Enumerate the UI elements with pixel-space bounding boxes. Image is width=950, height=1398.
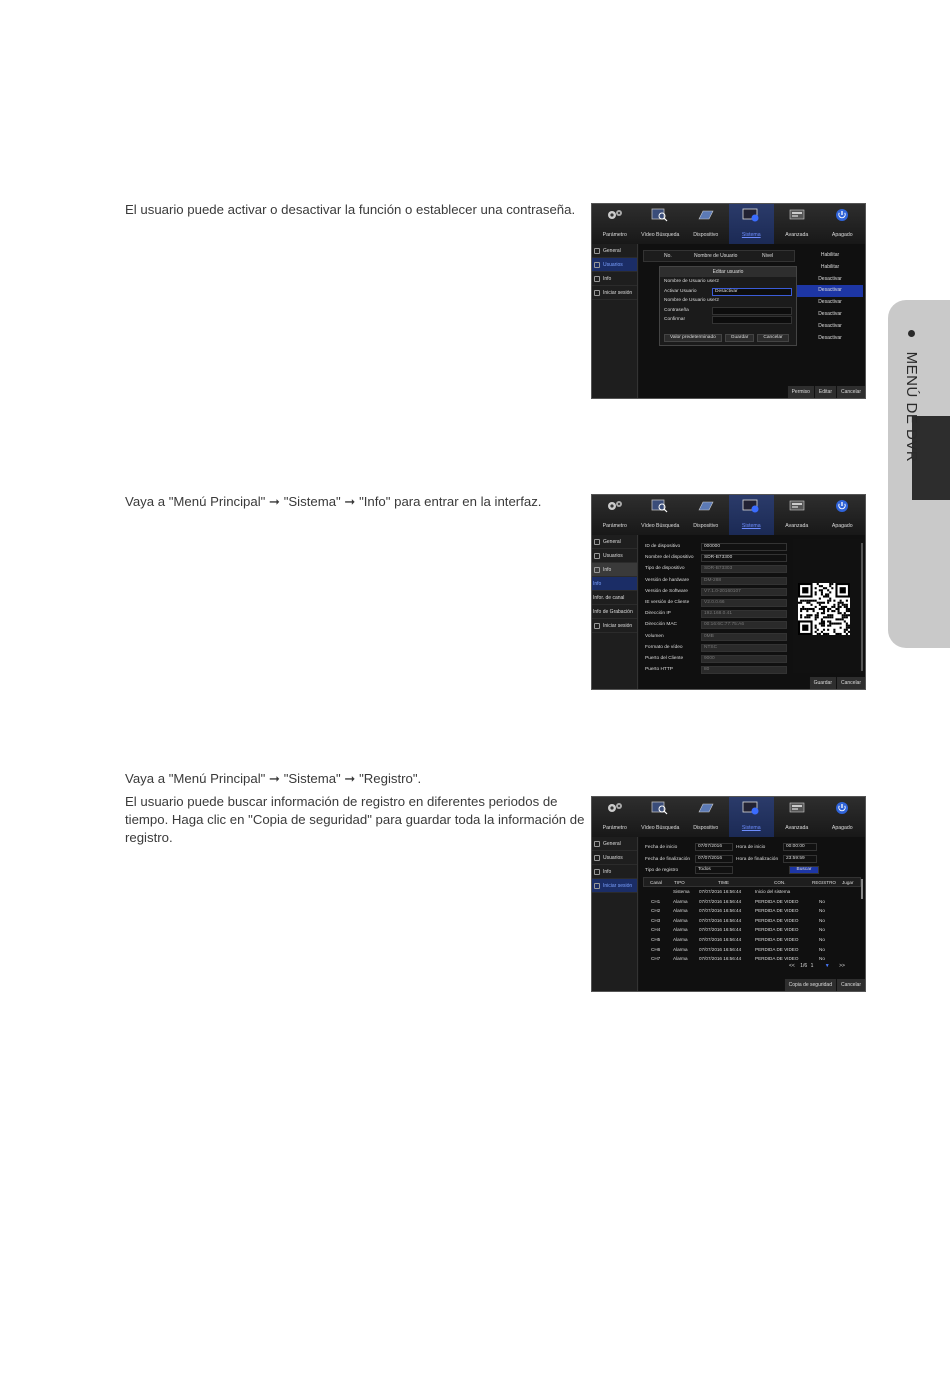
page-indicator: 1/6 (800, 963, 808, 969)
table-cell: No (819, 927, 825, 933)
info-value: 192.168.0.41 (701, 610, 787, 618)
password-field[interactable] (712, 307, 792, 315)
table-cell: No (819, 956, 825, 962)
col-time: TIME (718, 880, 729, 885)
start-date-field[interactable]: 07/07/2016 (695, 843, 733, 851)
user-icon (594, 262, 600, 268)
sidebar-item-label: Infor. de canal (593, 595, 625, 601)
info-description: Vaya a "Menú Principal" ➞ "Sistema" ➞ "Info" para entrar en la interfaz. (125, 494, 542, 509)
power-icon (833, 208, 851, 222)
dialog-row-activate (660, 287, 796, 297)
field-value: user2 (706, 279, 719, 284)
cancel-button[interactable]: Cancelar (836, 677, 865, 689)
users-status-column (797, 250, 863, 344)
user-icon (594, 553, 600, 559)
dvr-sidebar (592, 244, 638, 399)
table-row[interactable] (643, 925, 861, 935)
table-cell: PERDIDA DE VIDEO (755, 946, 799, 952)
tab-sistema[interactable] (729, 204, 775, 244)
save-button[interactable]: Guardar (725, 334, 755, 342)
info-icon (594, 567, 600, 573)
table-cell: PERDIDA DE VIDEO (755, 908, 799, 914)
hard-drive-icon (697, 801, 715, 815)
sidebar-item-general[interactable] (592, 535, 637, 549)
info-value: 80 (701, 666, 787, 674)
tab-vídeo-búsqueda[interactable] (638, 797, 684, 837)
tab-label: Dispositivo (693, 232, 719, 238)
tab-label: Vídeo Búsqueda (641, 523, 680, 529)
scrollbar[interactable] (861, 879, 863, 899)
tab-dispositivo[interactable] (683, 204, 729, 244)
permission-button[interactable]: Permiso (787, 386, 814, 398)
info-row (643, 541, 791, 552)
tab-sistema[interactable] (729, 797, 775, 837)
user-status[interactable]: Desactivar (818, 299, 842, 306)
table-cell: Sistema (673, 889, 690, 894)
sidebar-item-label: General (603, 248, 621, 254)
dialog-row-password (660, 306, 796, 316)
user-status[interactable]: Desactivar (818, 334, 842, 341)
footer-buttons (809, 677, 865, 689)
field-label: Confirmar (664, 317, 686, 323)
info-label: Volumen (645, 633, 664, 639)
info-row (643, 575, 791, 586)
col-username: Nombre de Usuario (694, 253, 738, 259)
log-icon (594, 290, 600, 296)
table-cell: Alarma (673, 908, 688, 914)
table-row[interactable] (643, 945, 861, 955)
tab-apagado[interactable] (820, 797, 866, 837)
user-status[interactable]: Desactivar (818, 310, 842, 317)
info-icon (594, 276, 600, 282)
tab-avanzada[interactable] (774, 495, 820, 535)
tab-label: Avanzada (785, 232, 809, 238)
gear-icon (606, 801, 624, 815)
col-play: Jugar (842, 880, 854, 885)
dialog-row-username-2 (660, 296, 796, 306)
table-cell: CH6 (651, 946, 661, 952)
dvr-tab-bar (592, 495, 865, 535)
info-value: 9000 (701, 655, 787, 663)
table-cell: No (819, 908, 825, 914)
table-row[interactable] (643, 887, 861, 897)
info-value: 0MB (701, 633, 787, 641)
go-page-icon[interactable]: ▼ (824, 963, 830, 969)
table-cell: CH7 (651, 956, 661, 962)
user-status[interactable]: Desactivar (818, 322, 842, 329)
table-cell: PERDIDA DE VIDEO (755, 898, 799, 904)
sidebar-item-label: Info (603, 276, 612, 282)
log-type-label: Tipo de registro (645, 868, 679, 873)
end-time-label: Hora de finalización (736, 857, 779, 862)
user-status-selected[interactable]: Desactivar (797, 285, 863, 297)
dialog-row-username-1 (660, 277, 796, 287)
sidebar-item-label: Info (593, 581, 602, 587)
pager (789, 963, 845, 969)
info-label: IE versión de Cliente (645, 600, 690, 605)
sidebar-item-label: Usuarios (603, 262, 623, 268)
table-cell: Alarma (673, 927, 688, 933)
start-time-field[interactable]: 00:00:00 (783, 843, 817, 851)
tab-apagado[interactable] (820, 495, 866, 535)
tab-apagado[interactable] (820, 204, 866, 244)
info-label: Dirección IP (645, 611, 671, 617)
dialog-title: Editar usuario (660, 267, 796, 277)
info-label: ID de dispositivo (645, 544, 681, 549)
col-level: Nivel (762, 253, 774, 259)
dvr-main-panel (639, 244, 865, 398)
info-row (643, 563, 791, 574)
info-value: SDR-B73303 (701, 565, 787, 573)
sidebar-item-record-info[interactable] (592, 605, 637, 619)
table-cell: Alarma (673, 898, 688, 904)
table-cell: CH4 (651, 927, 661, 933)
info-value: V7.1.0-20160107 (701, 588, 787, 596)
tab-avanzada[interactable] (774, 797, 820, 837)
cancel-button[interactable]: Cancelar (836, 386, 865, 398)
tab-dispositivo[interactable] (683, 797, 729, 837)
start-date-label: Fecha de inicio (645, 845, 678, 850)
tab-label: Dispositivo (693, 825, 719, 831)
table-cell: Alarma (673, 917, 688, 923)
backup-button[interactable]: Copia de seguridad (784, 979, 836, 991)
info-value: NTSC (701, 644, 787, 652)
info-label: Tipo de dispositivo (645, 566, 685, 572)
log-description: El usuario puede buscar información de registro en diferentes periodos de tiempo. Haga clic en "Copia de seguridad" para guardar toda la información de registro. (125, 794, 585, 845)
info-label: Nombre del dispositivo (645, 555, 694, 561)
footer-buttons (787, 386, 865, 398)
table-cell: PERDIDA DE VIDEO (755, 936, 799, 942)
tab-label: Sistema (741, 523, 761, 529)
gear-icon (606, 208, 624, 222)
info-icon (594, 869, 600, 875)
activate-user-select[interactable]: Desactivar (712, 288, 792, 296)
info-row (643, 631, 791, 642)
tab-parámetro[interactable] (592, 204, 638, 244)
info-row (643, 664, 791, 675)
tab-label: Sistema (741, 825, 761, 831)
table-cell: 07/07/2016 16:56:44 (699, 889, 742, 894)
info-value[interactable]: SDR-B73300 (701, 554, 787, 562)
users-description: El usuario puede activar o desactivar la función o establecer una contraseña. (125, 202, 576, 217)
info-label: Versión de Software (645, 588, 688, 594)
info-value: V2.0.0.66 (701, 599, 787, 607)
table-cell: CH3 (651, 917, 661, 923)
log-navigation: Vaya a "Menú Principal" ➞ "Sistema" ➞ "Registro". (125, 771, 422, 786)
log-type-select[interactable]: Todos (695, 866, 733, 874)
tab-parámetro[interactable] (592, 797, 638, 837)
info-value[interactable]: 000000 (701, 543, 787, 551)
table-cell: No (819, 936, 825, 942)
next-page-button[interactable]: >> (839, 963, 845, 969)
page-input[interactable]: 1 (810, 963, 814, 969)
dvr-tab-bar (592, 797, 865, 837)
tab-vídeo-búsqueda[interactable] (638, 204, 684, 244)
sidebar-item-label: Iniciar sesión (603, 290, 633, 296)
system-icon (742, 208, 760, 222)
table-cell: 07/07/2016 16:56:44 (699, 927, 742, 933)
system-icon (742, 801, 760, 815)
end-date-label: Fecha de finalización (645, 857, 691, 862)
table-cell: CH1 (651, 898, 661, 904)
footer-buttons (784, 979, 865, 991)
table-cell: 07/07/2016 16:56:44 (699, 917, 742, 923)
table-cell: Alarma (673, 956, 688, 962)
table-cell: 07/07/2016 16:56:44 (699, 898, 742, 904)
default-button[interactable]: Valor predeterminado (664, 334, 722, 342)
table-row[interactable] (643, 916, 861, 926)
section-side-tab (888, 300, 950, 648)
log-rows (643, 887, 861, 964)
dvr-sidebar (592, 837, 638, 992)
qr-code-icon (798, 583, 850, 635)
scrollbar[interactable] (861, 543, 863, 671)
advanced-icon (788, 801, 806, 815)
power-icon (833, 499, 851, 513)
sidebar-item-label: Usuarios (603, 855, 623, 861)
users-table-header (643, 250, 795, 262)
start-time-label: Hora de inicio (736, 845, 766, 850)
sidebar-item-general[interactable] (592, 244, 637, 258)
table-cell: CH5 (651, 936, 661, 942)
tab-label: Avanzada (785, 825, 809, 831)
table-cell: 07/07/2016 16:56:44 (699, 936, 742, 942)
sidebar-item-info-group[interactable] (592, 563, 637, 577)
search-icon (651, 499, 669, 513)
tab-label: Apagado (831, 825, 853, 831)
power-icon (833, 801, 851, 815)
system-icon (742, 499, 760, 513)
gear-icon (594, 841, 600, 847)
log-icon (594, 623, 600, 629)
table-row[interactable] (643, 897, 861, 907)
end-time-field[interactable]: 23:59:59 (783, 855, 817, 863)
search-button[interactable]: Buscar (789, 866, 819, 874)
info-value: DM-288 (701, 577, 787, 585)
info-label: Dirección MAC (645, 622, 677, 628)
edit-button[interactable]: Editar (814, 386, 836, 398)
gear-icon (594, 539, 600, 545)
sidebar-item-info[interactable] (592, 272, 637, 286)
col-channel: Canal (650, 880, 663, 885)
sidebar-item-label: General (603, 841, 621, 847)
user-status[interactable]: Habilitar (820, 252, 840, 258)
sidebar-item-general[interactable] (592, 837, 637, 851)
tab-avanzada[interactable] (774, 204, 820, 244)
advanced-icon (788, 499, 806, 513)
col-con: CON. (774, 880, 786, 885)
sidebar-item-label: Iniciar sesión (603, 883, 633, 889)
save-button[interactable]: Guardar (809, 677, 836, 689)
confirm-password-field[interactable] (712, 316, 792, 324)
sidebar-item-label: Info (603, 567, 612, 573)
table-cell: No (819, 946, 825, 952)
tab-label: Parámetro (602, 825, 627, 831)
info-row (643, 552, 791, 563)
table-cell: PERDIDA DE VIDEO (755, 917, 799, 923)
tab-label: Apagado (831, 232, 853, 238)
info-label: Puerto del Cliente (645, 656, 684, 661)
info-value: 00:16:6C:77:75:A6 (701, 621, 787, 629)
sidebar-item-label: Usuarios (603, 553, 623, 559)
gear-icon (594, 248, 600, 254)
table-cell: Inicio del sistema (755, 889, 791, 894)
table-cell: PERDIDA DE VIDEO (755, 927, 799, 933)
tab-vídeo-búsqueda[interactable] (638, 495, 684, 535)
bullet-icon (908, 330, 915, 337)
tab-label: Parámetro (602, 523, 627, 529)
cancel-button[interactable]: Cancelar (836, 979, 865, 991)
sidebar-item-users[interactable] (592, 851, 637, 865)
advanced-icon (788, 208, 806, 222)
log-table-header (643, 877, 861, 887)
tab-parámetro[interactable] (592, 495, 638, 535)
table-cell: 07/07/2016 16:56:44 (699, 956, 742, 962)
sidebar-item-info[interactable] (592, 865, 637, 879)
dvr-sidebar (592, 535, 638, 690)
info-row (643, 642, 791, 653)
tab-label: Sistema (741, 232, 761, 238)
sidebar-item-login[interactable] (592, 619, 637, 633)
info-row (643, 653, 791, 664)
sidebar-item-label: General (603, 539, 621, 545)
dvr-main-panel (639, 535, 865, 689)
sidebar-item-login[interactable] (592, 879, 637, 893)
info-row (643, 586, 791, 597)
log-table (643, 877, 861, 964)
sidebar-item-login[interactable] (592, 286, 637, 300)
table-row[interactable] (643, 906, 861, 916)
info-row (643, 608, 791, 619)
gear-icon (606, 499, 624, 513)
sidebar-item-label: Info (603, 869, 612, 875)
log-icon (594, 883, 600, 889)
info-label: Versión de hardware (645, 577, 689, 583)
dvr-log-screenshot (591, 796, 866, 992)
edit-user-dialog (659, 266, 797, 346)
dvr-info-screenshot (591, 494, 866, 690)
field-label: Nombre de Usuario (664, 298, 706, 304)
user-status[interactable]: Habilitar (820, 263, 840, 270)
search-icon (651, 801, 669, 815)
table-cell: No (819, 917, 825, 923)
sidebar-item-label: Iniciar sesión (603, 623, 633, 629)
tab-label: Apagado (831, 523, 853, 529)
table-cell: 07/07/2016 16:56:44 (699, 946, 742, 952)
dialog-buttons (664, 334, 789, 342)
info-row (643, 619, 791, 630)
user-icon (594, 855, 600, 861)
field-label: Nombre de Usuario (664, 279, 706, 284)
sidebar-item-channel-info[interactable] (592, 591, 637, 605)
sidebar-item-info[interactable] (592, 577, 637, 591)
info-label: Formato de vídeo (645, 644, 683, 650)
tab-label: Avanzada (785, 523, 809, 529)
col-no: No. (664, 253, 672, 259)
user-status[interactable]: Desactivar (818, 275, 842, 282)
table-cell: 07/07/2016 16:56:44 (699, 908, 742, 914)
cancel-button[interactable]: Cancelar (757, 334, 788, 342)
tab-label: Vídeo Búsqueda (641, 232, 680, 238)
field-value: user2 (706, 298, 719, 304)
dvr-main-panel (639, 837, 865, 991)
tab-dispositivo[interactable] (683, 495, 729, 535)
table-cell: No (819, 898, 825, 904)
sidebar-item-label: Info de Grabación (593, 609, 633, 615)
search-icon (651, 208, 669, 222)
tab-sistema[interactable] (729, 495, 775, 535)
table-cell: Alarma (673, 946, 688, 952)
hard-drive-icon (697, 499, 715, 513)
prev-page-button[interactable]: << (789, 963, 795, 969)
dvr-users-screenshot (591, 203, 866, 399)
info-row (643, 597, 791, 608)
field-label: Activar Usuario (664, 288, 697, 294)
sidebar-item-users[interactable] (592, 549, 637, 563)
side-tab-label-wrap (900, 330, 920, 462)
table-cell: PERDIDA DE VIDEO (755, 956, 799, 962)
tab-label: Parámetro (602, 232, 627, 238)
dialog-row-confirm (660, 315, 796, 325)
end-date-field[interactable]: 07/07/2016 (695, 855, 733, 863)
col-type: TIPO (674, 880, 685, 885)
sidebar-item-users[interactable] (592, 258, 637, 272)
table-cell: CH2 (651, 908, 661, 914)
field-label: Contraseña (664, 307, 689, 313)
side-tab-label: MENÚ DE DVR (903, 351, 920, 463)
hard-drive-icon (697, 208, 715, 222)
dvr-tab-bar (592, 204, 865, 244)
col-record: REGISTRO (812, 880, 836, 885)
tab-label: Dispositivo (693, 523, 719, 529)
tab-label: Vídeo Búsqueda (641, 825, 680, 831)
table-cell: Alarma (673, 936, 688, 942)
table-row[interactable] (643, 935, 861, 945)
info-label: Puerto HTTP (645, 667, 673, 673)
